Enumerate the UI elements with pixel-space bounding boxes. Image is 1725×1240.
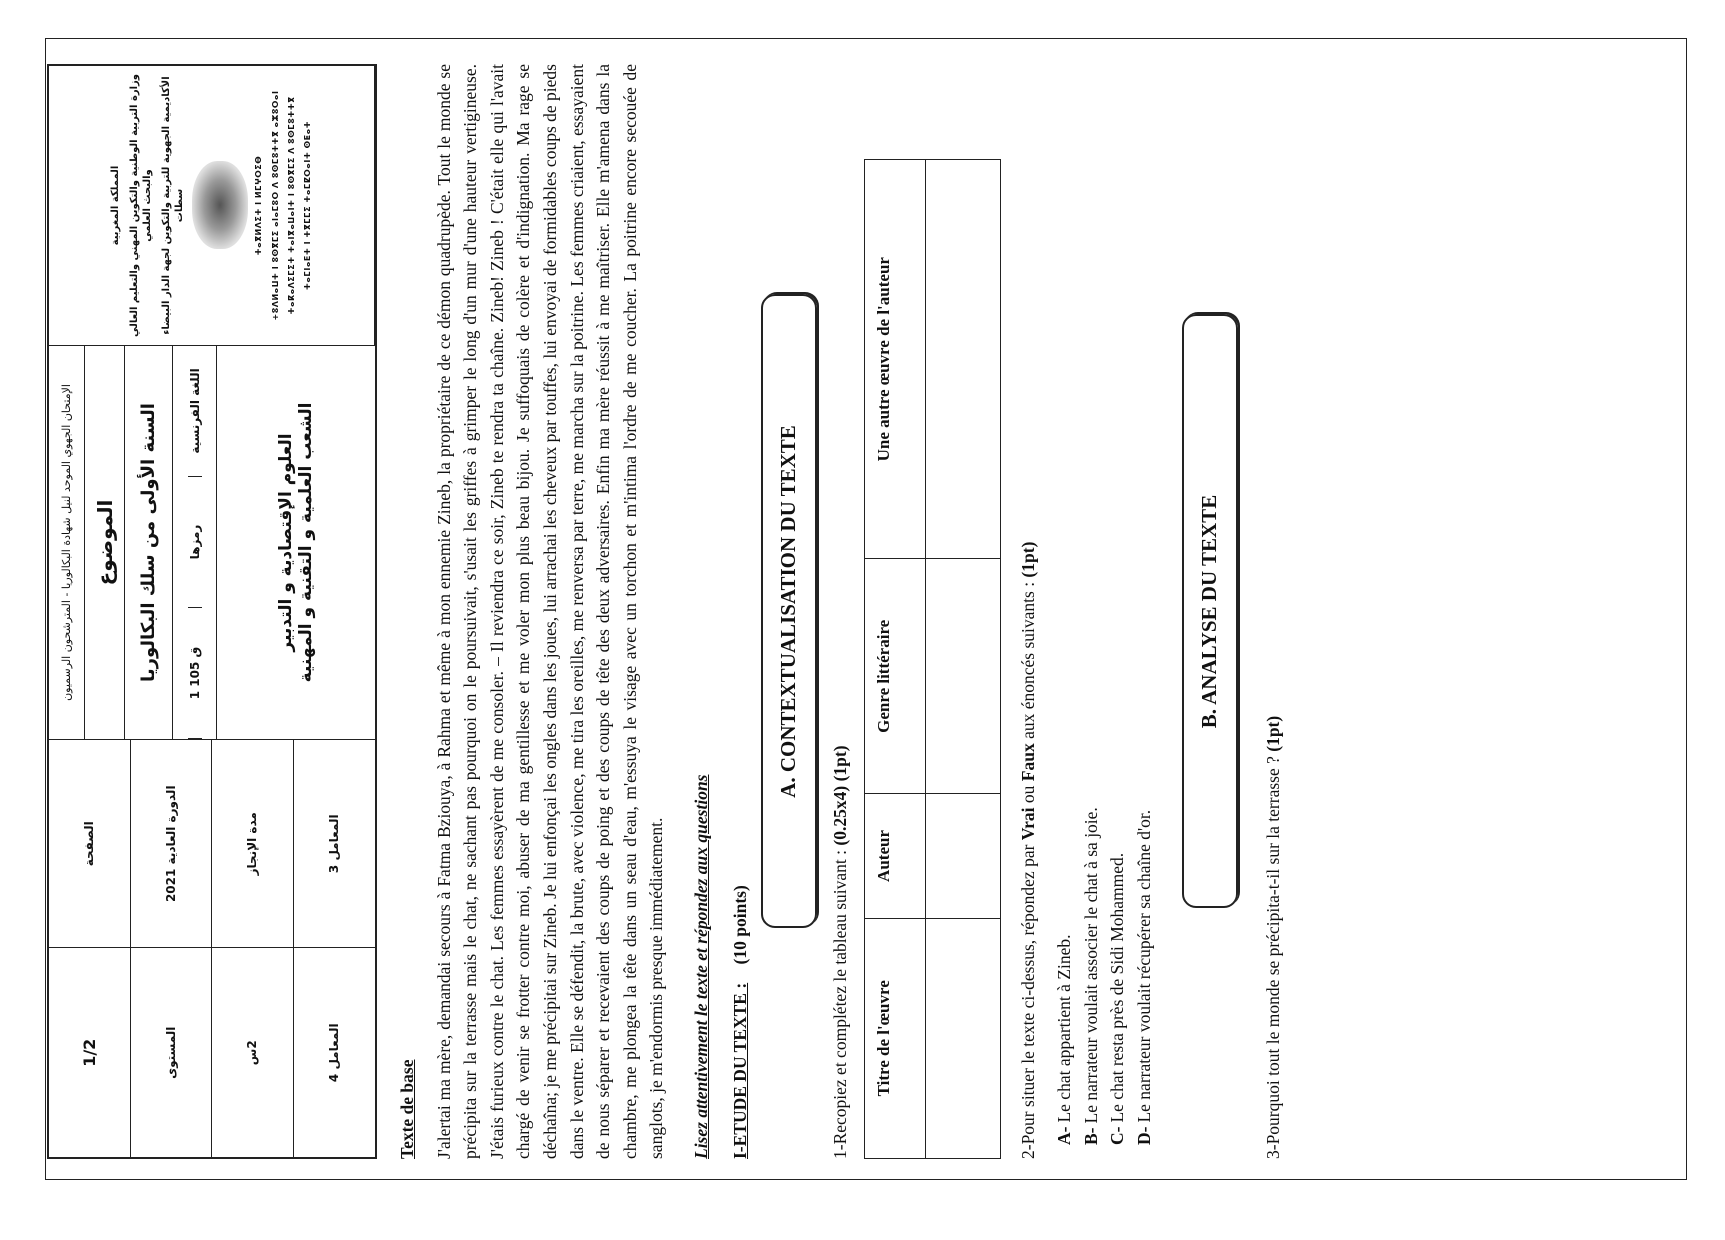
question-2-points: (1pt) <box>1017 541 1038 578</box>
ministry-name-arabic-1: المملكة المغربية <box>110 165 122 246</box>
option-text: Le chat resta près de Sidi Mohammed. <box>1107 852 1128 1123</box>
code-symbol-label: رمزها <box>188 477 202 608</box>
question-2 <box>1015 64 1042 1159</box>
contextualisation-box-title: A. CONTEXTUALISATION DU TEXTE <box>761 295 817 929</box>
table-header-row <box>864 160 925 1159</box>
question-2-vrai: Vrai <box>1017 807 1038 841</box>
exam-header <box>47 64 377 1159</box>
list-item <box>1051 64 1078 1145</box>
section-heading <box>727 64 754 1159</box>
question-2-faux: Faux <box>1017 743 1038 782</box>
question-1-text: 1-Recopiez et complétez le tableau suivant : <box>830 845 851 1159</box>
ministry-name-arabic-2: وزارة التربية الوطنية والتكوين المهني والتعليم العالي والبحث العلمي <box>129 73 154 338</box>
question-2-ou: ou <box>1017 781 1038 808</box>
table-cell-other-work[interactable] <box>925 160 1000 559</box>
subject-word: الموضوع <box>85 346 125 739</box>
science-branch: العلوم الإقتصادية و التدبير <box>276 433 296 652</box>
table-cell-genre[interactable] <box>925 559 1000 794</box>
analysis-box-title: B. ANALYSE DU TEXTE <box>1182 315 1238 909</box>
col-genre-header: Genre littéraire <box>864 559 925 794</box>
question-1-points: (0.25x4) (1pt) <box>830 745 851 846</box>
table-cell-author[interactable] <box>925 794 1000 918</box>
duration-value: 2س <box>245 1040 260 1066</box>
session-row <box>131 740 213 1157</box>
ministry-name-tifinagh-3: ⵜⴰⴽⴰⴷⵉⵎⵉⵜ ⵜⴰⵏⴳⴰⵡⴰⵏⵜ ⵏ ⵓⵙⴳⵎⵉ ⴷ ⵓⵙⵎⵓⵜⵜⴳ <box>287 96 296 315</box>
section-title: I-ETUDE DU TEXTE : <box>729 982 750 1159</box>
page-row <box>49 740 131 1157</box>
coefficient-2: المعامل 4 <box>327 1023 342 1083</box>
base-text-passage: J'alertai ma mère, demandai secours à Fatma Bziouya, à Rahma et même à mon ennemie Zineb, la propriétaire de ce démon quadrupède. Tout le monde se précipita sur la terrasse mais le chat, ne sachant pas pourquoi on le poursuivait, s'usait les griffes à grimper le long d'un mur d'une hauteur vertigineuse. J'étais furieux contre le chat. Les femmes essayèrent de me consoler. – Il reviendra ce soir, Zineb te rendra ta chaîne. Zineb! Zineb ! C'était elle qui l'avait chargé de venir se frotter contre moi, abuser de ma gentillesse et me voler mon plus beau bijou. Je suffoquais de colère et d'indignation. Ma rage se déchaîna; je me précipitai sur Zineb. Je lui enfonçai les ongles dans les joues, lui arrachai les cheveux par touffes, lui envoyai de formidables coups de pieds dans le ventre. Elle se défendit, la brute, avec violence, me tira les oreilles, me renversa par terre, me marcha sur la poitrine. Les femmes criaient, essayaient de nous séparer et recevaient des coups de poing et des coups de tête des deux adversaires. Enfin ma mère réussit à me maîtriser. Elle m'amena dans la chambre, me plongea la tête dans un seau d'eau, m'essuya le visage avec un torchon et m'intima l'ordre de me coucher. La poitrine encore secouée de sanglots, je m'endormis presque immédiatement. <box>433 64 667 1159</box>
code-row <box>173 346 217 739</box>
list-item <box>1131 64 1158 1145</box>
ministry-name-tifinagh-1: ⵜⴰⴳⵍⴷⵉⵜ ⵏ ⵍⵎⵖⵔⵉⴱ <box>254 155 264 256</box>
page-label: الصفحة <box>49 740 130 949</box>
stream-text <box>217 346 375 739</box>
option-text: Le narrateur voulait associer le chat à sa joie. <box>1080 807 1101 1124</box>
section-points: (10 points) <box>729 885 750 965</box>
question-3-points: (1pt) <box>1262 715 1283 752</box>
question-2-end: aux énoncés suivants : <box>1017 577 1038 744</box>
exam-title-lines: الإمتحان الجهوي الموحد لنيل شهادة البكالوريا - المترشحون الرسميون <box>49 346 85 739</box>
page-frame <box>45 38 1687 1180</box>
option-letter: B- <box>1080 1127 1101 1145</box>
option-letter: A- <box>1054 1126 1075 1145</box>
ministry-logo-block <box>49 66 375 346</box>
col-title-header: Titre de l'œuvre <box>864 918 925 1158</box>
option-letter: C- <box>1107 1126 1128 1145</box>
coefficient-1: المعامل 3 <box>294 740 376 949</box>
level-text: السنة الأولى من سلك البكالوريا <box>125 346 173 739</box>
table-row <box>925 160 1000 1159</box>
question-2-start: 2-Pour situer le texte ci-dessus, répondez par <box>1017 840 1038 1159</box>
text-title: Texte de base <box>397 1059 417 1159</box>
ministry-name-tifinagh-2: +ⵓⴷⵍⴰⵡⵜ ⵏ ⵓⵙⴳⵎⵉ ⴰⵏⴰⵎⵓⵔ ⴷ ⵓⵙⵎⵓⵜⵜⴳ ⴰⵣⵓⵔⴰⵏ <box>270 90 280 321</box>
list-item <box>1104 64 1131 1145</box>
question-3 <box>1260 64 1287 1159</box>
col-author-header: Auteur <box>864 794 925 918</box>
question-1 <box>827 64 854 1159</box>
option-text: Le chat appartient à Zineb. <box>1054 934 1075 1123</box>
answer-table <box>864 159 1001 1159</box>
exam-code: 1 ق 105 <box>188 608 202 739</box>
ministry-name-tifinagh-4: ⵜⴰⵎⵏⴰⴹⵜ ⵏ ⵜⴳⵎⵎⵉ ⵜⴰⵎⵇⵔⴰⵏⵜ ⵙⵟⴰⵜ <box>303 120 313 291</box>
stream-branch: الشعب العلمية و التقنية و المهنية <box>296 402 316 683</box>
list-item <box>1078 64 1105 1145</box>
exam-title: الإمتحان الجهوي الموحد لنيل شهادة البكالوريا <box>60 384 73 590</box>
table-cell-title[interactable] <box>925 918 1000 1158</box>
duration-row <box>212 740 294 1157</box>
duration-label: مدة الإنجاز <box>212 740 293 949</box>
page-value: 1/2 <box>79 1038 99 1067</box>
level-label: المستوى <box>163 1026 178 1079</box>
exam-info-block <box>49 346 375 740</box>
kingdom-emblem-icon <box>192 162 248 250</box>
candidates-label: المترشحون الرسميون <box>60 600 73 701</box>
question-3-text: 3-Pourquoi tout le monde se précipita-t-il sur la terrasse ? <box>1262 751 1283 1159</box>
coefficient-row <box>294 740 376 1157</box>
option-letter: D- <box>1134 1126 1154 1145</box>
language-label: اللغة الفرنسية <box>188 346 202 477</box>
option-text: Le narrateur voulait récupérer sa chaîne d'or. <box>1134 809 1154 1123</box>
session-label: الدورة العادية 2021 <box>131 740 212 949</box>
instruction: Lisez attentivement le texte et répondez aux questions <box>690 774 711 1159</box>
col-other-work-header: Une autre œuvre de l'auteur <box>864 160 925 559</box>
exam-content <box>386 64 1296 1159</box>
ministry-name-arabic-3: الأكاديمية الجهوية للتربية والتكوين لجهة الدار البيضاء سطات <box>161 76 186 335</box>
exam-meta-column <box>49 740 375 1157</box>
